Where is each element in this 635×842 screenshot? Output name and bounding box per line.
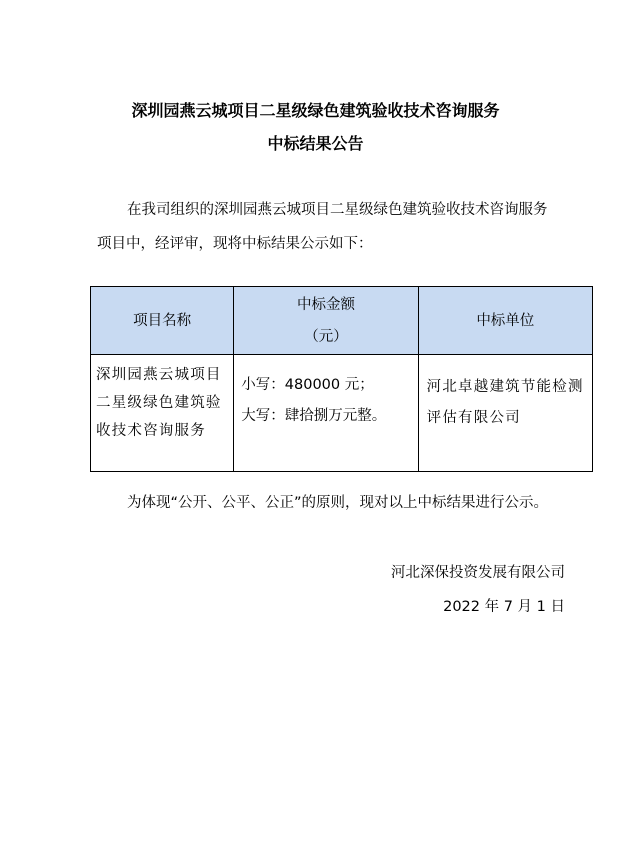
header-project-name: 项目名称 [91,287,234,355]
cell-amount [234,355,418,472]
table-header-row [91,287,593,355]
header-amount [234,287,418,355]
closing-statement: 为体现“公开、公平、公正”的原则，现对以上中标结果进行公示。 [127,495,549,511]
document-title-line2: 中标结果公告 [267,134,364,153]
intro-paragraph-line2: 项目中，经评审，现将中标结果公示如下： [97,236,373,252]
amount-small: 小写：480000 元； [241,377,374,393]
company-signature: 河北深保投资发展有限公司 [391,565,565,581]
announcement-date: 2022 年 7 月 1 日 [443,599,565,615]
results-table [90,286,593,472]
cell-winner: 河北卓越建筑节能检测评估有限公司 [418,355,592,472]
header-winner: 中标单位 [418,287,592,355]
intro-paragraph-line1: 在我司组织的深圳园燕云城项目二星级绿色建筑验收技术咨询服务 [127,202,548,218]
document-title-line1: 深圳园燕云城项目二星级绿色建筑验收技术咨询服务 [131,101,500,120]
header-amount-line1: 中标金额 [296,296,355,313]
table-row [91,355,593,472]
cell-project-name: 深圳园燕云城项目二星级绿色建筑验收技术咨询服务 [91,355,234,472]
header-amount-line2: （元） [304,328,348,345]
amount-large: 大写：肆拾捌万元整。 [241,408,387,424]
